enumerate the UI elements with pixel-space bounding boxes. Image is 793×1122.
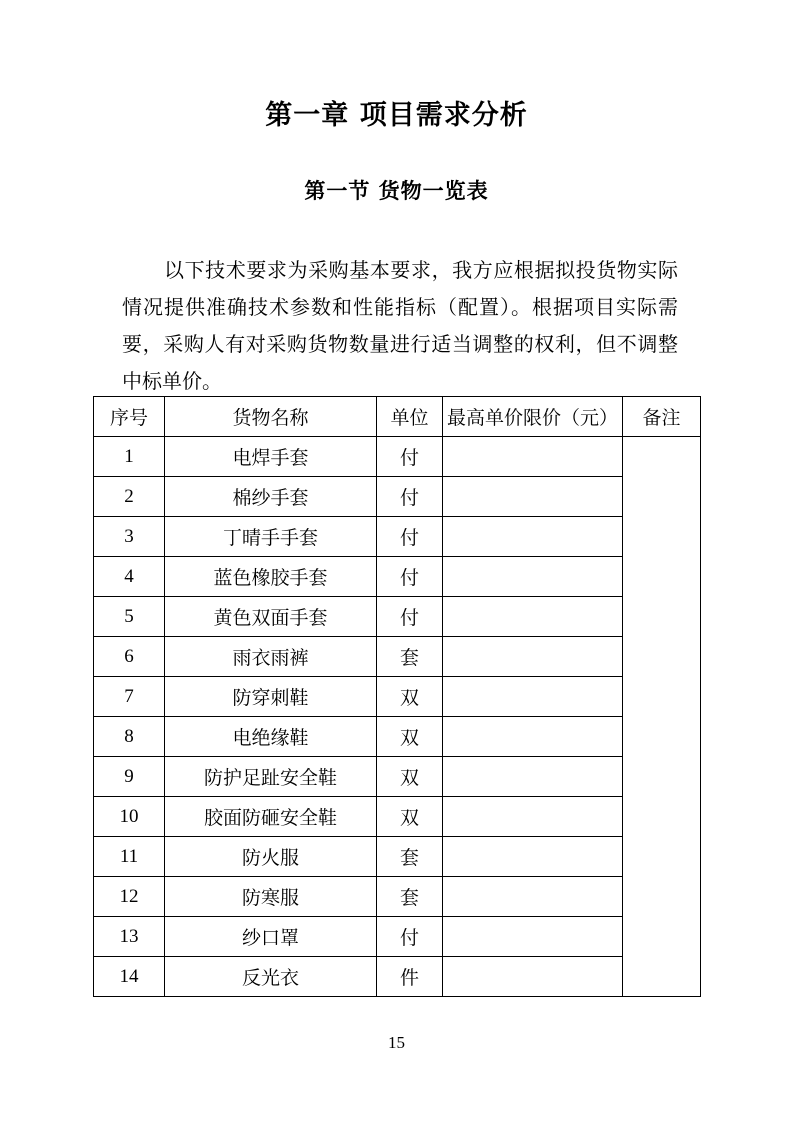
cell-index: 11	[94, 837, 165, 877]
cell-unit: 件	[377, 957, 443, 997]
table-row	[94, 677, 701, 717]
cell-price	[443, 557, 623, 597]
cell-index: 4	[94, 557, 165, 597]
cell-unit: 双	[377, 757, 443, 797]
cell-index: 3	[94, 517, 165, 557]
table-row	[94, 437, 701, 477]
cell-price	[443, 957, 623, 997]
header-name: 货物名称	[165, 397, 377, 437]
chapter-title: 第一章 项目需求分析	[265, 100, 528, 131]
cell-unit: 套	[377, 837, 443, 877]
cell-index: 6	[94, 637, 165, 677]
cell-price	[443, 797, 623, 837]
table-row	[94, 557, 701, 597]
cell-price	[443, 757, 623, 797]
table-row	[94, 717, 701, 757]
cell-unit: 付	[377, 557, 443, 597]
cell-unit: 套	[377, 877, 443, 917]
cell-price	[443, 717, 623, 757]
table-row	[94, 637, 701, 677]
table-row	[94, 517, 701, 557]
cell-price	[443, 477, 623, 517]
cell-unit: 付	[377, 917, 443, 957]
cell-index: 5	[94, 597, 165, 637]
table-row	[94, 837, 701, 877]
table-row	[94, 477, 701, 517]
cell-name: 防穿刺鞋	[165, 677, 377, 717]
cell-unit: 套	[377, 637, 443, 677]
cell-unit: 付	[377, 437, 443, 477]
header-remark: 备注	[623, 397, 701, 437]
table-row	[94, 877, 701, 917]
table-row	[94, 917, 701, 957]
cell-index: 14	[94, 957, 165, 997]
table-body	[94, 437, 701, 997]
cell-unit: 双	[377, 677, 443, 717]
cell-price	[443, 597, 623, 637]
cell-name: 胶面防砸安全鞋	[165, 797, 377, 837]
table-row	[94, 757, 701, 797]
cell-index: 1	[94, 437, 165, 477]
cell-name: 纱口罩	[165, 917, 377, 957]
cell-name: 防寒服	[165, 877, 377, 917]
section-title: 第一节 货物一览表	[304, 179, 489, 203]
page-number: 15	[388, 1033, 405, 1052]
cell-remark	[623, 437, 701, 997]
header-index: 序号	[94, 397, 165, 437]
cell-unit: 双	[377, 717, 443, 757]
cell-name: 电焊手套	[165, 437, 377, 477]
cell-name: 棉纱手套	[165, 477, 377, 517]
cell-name: 丁晴手手套	[165, 517, 377, 557]
cell-price	[443, 677, 623, 717]
cell-name: 蓝色橡胶手套	[165, 557, 377, 597]
goods-table	[93, 396, 701, 997]
cell-price	[443, 917, 623, 957]
cell-index: 8	[94, 717, 165, 757]
cell-unit: 双	[377, 797, 443, 837]
cell-name: 雨衣雨裤	[165, 637, 377, 677]
table-row	[94, 797, 701, 837]
cell-price	[443, 877, 623, 917]
cell-name: 黄色双面手套	[165, 597, 377, 637]
cell-index: 10	[94, 797, 165, 837]
cell-index: 7	[94, 677, 165, 717]
table-header-row	[94, 397, 701, 437]
cell-price	[443, 637, 623, 677]
cell-unit: 付	[377, 597, 443, 637]
cell-unit: 付	[377, 517, 443, 557]
cell-name: 反光衣	[165, 957, 377, 997]
intro-paragraph: 以下技术要求为采购基本要求，我方应根据拟投货物实际情况提供准确技术参数和性能指标（配置）。根据项目实际需要，采购人有对采购货物数量进行适当调整的权利，但不调整中标单价。	[122, 258, 678, 393]
table-row	[94, 597, 701, 637]
header-unit: 单位	[377, 397, 443, 437]
cell-price	[443, 437, 623, 477]
cell-name: 防火服	[165, 837, 377, 877]
cell-unit: 付	[377, 477, 443, 517]
cell-name: 电绝缘鞋	[165, 717, 377, 757]
cell-index: 13	[94, 917, 165, 957]
cell-index: 9	[94, 757, 165, 797]
cell-index: 12	[94, 877, 165, 917]
cell-price	[443, 517, 623, 557]
header-price: 最高单价限价（元）	[443, 397, 623, 437]
table-row	[94, 957, 701, 997]
cell-name: 防护足趾安全鞋	[165, 757, 377, 797]
cell-price	[443, 837, 623, 877]
cell-index: 2	[94, 477, 165, 517]
